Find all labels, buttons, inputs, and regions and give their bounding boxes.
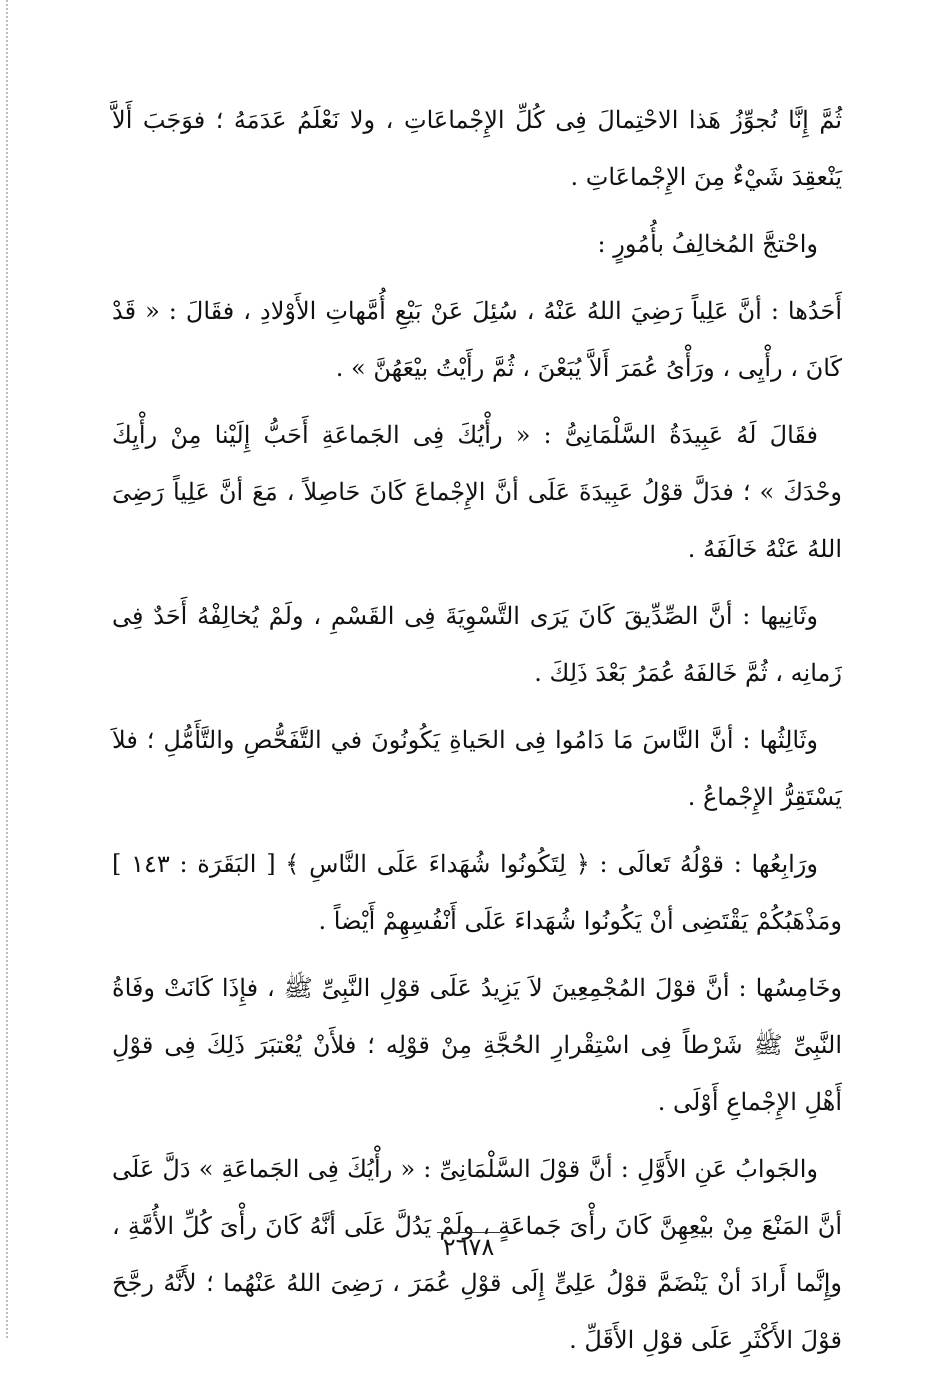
paragraph-3: أَحَدُها : أنَّ عَلِياً رَضِيَ اللهُ عَنْهُ ، سُئِلَ عَنْ بَيْعِ أُمَّهاتِ الأَوْلادِ ، فقَالَ : « قَدْ كَانَ ، رأْيِى ، ورَأْىُ عُمَرَ أَلاَّ يُبَعْنَ ، ثُمَّ رأَيْتُ بيْعَهُنَّ » .	[112, 297, 842, 382]
paragraph-2: واحْتجَّ المُخالِفُ بأُمُورٍ :	[597, 230, 818, 258]
paragraph-9: والجَوابُ عَنِ الأَوَّلِ : أنَّ قوْلَ السَّلْمَانِىِّ : « رأْيُكَ فِى الجَماعَةِ » دَلَّ عَلَى أنَّ المَنْعَ مِنْ بيْعِهِنَّ كَانَ رأْىَ جَماعَةٍ ، ولَمْ يَدُلَّ عَلَى أنَّهُ كَانَ رأْىَ كُلِّ الأُمَّةِ ، وإِنَّما أَرادَ أنْ يَنْضَمَّ قوْلُ عَلِىٍّ إِلَى قوْلِ عُمَرَ ، رَضِىَ اللهُ عَنْهُما ؛ لأَنَّهُ رجَّحَ قوْلَ الأَكْثَرِ عَلَى قوْلِ الأَقَلِّ .	[112, 1155, 842, 1354]
paragraph-6: وثَالِثُها : أنَّ النَّاسَ مَا دَامُوا فِى الحَياةِ يَكُونُونَ في التَّفَحُّصِ والتَّأَمُّلِ ؛ فلاَ يَسْتَقِرُّ الإِجْماعُ .	[112, 726, 842, 811]
paragraph-8: وخَامِسُها : أنَّ قوْلَ المُجْمِعِينَ لاَ يَزِيدُ عَلَى قوْلِ النَّبِىِّ ﷺ ، فإِذَا كَانَتْ وفَاةُ النَّبِىِّ ﷺ شَرْطاً فِى اسْتِقْرارِ الحُجَّةِ مِنْ قوْلِه ؛ فلأَنْ يُعْتبَرَ ذَلِكَ فِى قوْلِ أَهْلِ الإِجْماعِ أَوْلَى .	[112, 974, 842, 1116]
page-number	[0, 1232, 937, 1261]
page-spine-edge	[6, 0, 10, 1338]
page-body	[112, 92, 842, 1379]
paragraph-1: ثُمَّ إِنَّا نُجوِّزُ هَذا الاحْتِمالَ فِى كُلِّ الإِجْماعَاتِ ، ولا نَعْلَمُ عَدَمَهُ ؛ فوَجَبَ أَلاَّ يَنْعقِدَ شَيْءٌ مِنَ الإِجْماعَاتِ .	[112, 106, 842, 191]
page-number-text: ٢٦٧٨	[437, 1232, 501, 1261]
paragraph-7: ورَابِعُها : قوْلُهُ تَعالَى : ﴿ لِتَكُونُوا شُهَداءَ عَلَى النَّاسِ ﴾ [ البَقَرَة : ١٤٣ ] ومَذْهَبُكُمْ يَقْتَضِى أنْ يَكُونُوا شُهَداءَ عَلَى أَنْفُسِهِمْ أَيْضاً .	[112, 850, 842, 935]
paragraph-4: فقَالَ لَهُ عَبِيدَةُ السَّلْمَانِىُّ : « رأْيُكَ فِى الجَماعَةِ أَحَبُّ إِلَيْنا مِنْ رأْيِكَ وحْدَكَ » ؛ فدَلَّ قوْلُ عَبِيدَةَ عَلَى أنَّ الإِجْماعَ كَانَ حَاصِلاً ، مَعَ أنَّ عَلِياً رَضِىَ اللهُ عَنْهُ خَالَفَهُ .	[112, 421, 842, 563]
paragraph-5: وثَانِيها : أنَّ الصِّدِّيقَ كَانَ يَرَى التَّسْوِيَةَ فِى القَسْمِ ، ولَمْ يُخالِفْهُ أَحَدٌ فِى زَمانِه ، ثُمَّ خَالفَهُ عُمَرُ بَعْدَ ذَلِكَ .	[112, 602, 842, 687]
